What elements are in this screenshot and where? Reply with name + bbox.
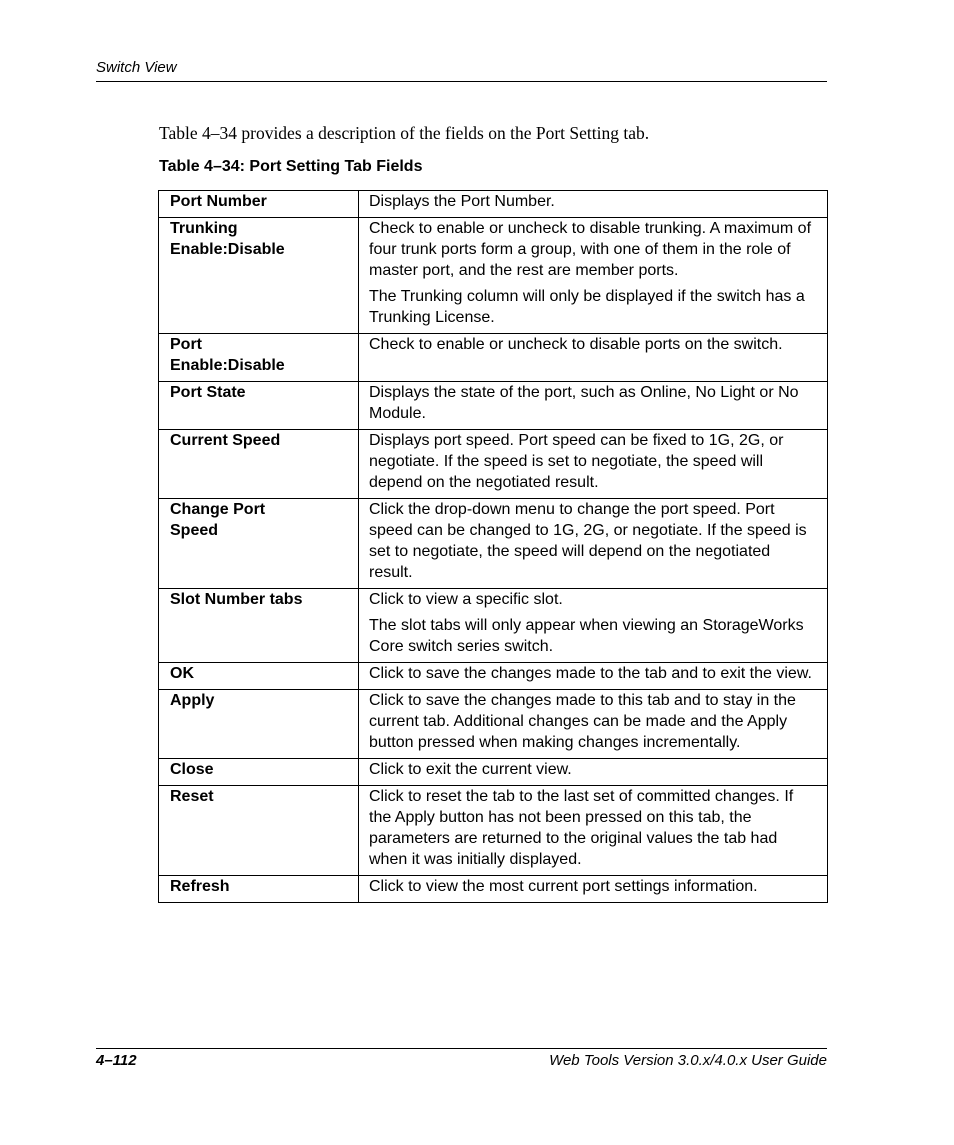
field-description-cell — [359, 876, 828, 903]
field-description-text: Click the drop-down menu to change the port speed. Port speed can be changed to 1G, 2G, or negotiate. If the speed is set to negotiate, the speed will depend on the negotiated result. — [369, 501, 807, 581]
field-description-text: Click to exit the current view. — [369, 761, 572, 778]
field-name-cell — [159, 876, 359, 903]
field-name: Apply — [170, 692, 215, 709]
field-description-cell — [359, 382, 828, 430]
field-description-cell — [359, 663, 828, 690]
table-row — [159, 430, 828, 499]
field-description-cell — [359, 499, 828, 589]
footer-rule — [96, 1048, 827, 1049]
field-description-text: The slot tabs will only appear when viewing an StorageWorks Core switch series switch. — [369, 617, 804, 655]
table-row — [159, 334, 828, 382]
field-description-text: Click to view the most current port settings information. — [369, 878, 758, 895]
field-name-line: Change Port — [170, 501, 266, 518]
table-row — [159, 382, 828, 430]
field-name-line: Port — [170, 336, 202, 353]
table-row — [159, 876, 828, 903]
field-name-cell — [159, 786, 359, 876]
document-title: Web Tools Version 3.0.x/4.0.x User Guide — [549, 1052, 827, 1069]
field-description-cell — [359, 690, 828, 759]
running-header: Switch View — [96, 59, 177, 76]
field-name-cell — [159, 690, 359, 759]
field-description-cell — [359, 218, 828, 334]
field-name-cell — [159, 589, 359, 663]
table-body — [159, 191, 828, 903]
field-description-cell — [359, 759, 828, 786]
field-name: OK — [170, 665, 194, 682]
field-name-line: Enable:Disable — [170, 241, 285, 258]
field-name: Port State — [170, 384, 246, 401]
field-name-line: Enable:Disable — [170, 357, 285, 374]
table-row — [159, 759, 828, 786]
field-description-text: The Trunking column will only be displayed if the switch has a Trunking License. — [369, 288, 805, 326]
table-row — [159, 663, 828, 690]
table-row — [159, 218, 828, 334]
intro-paragraph: Table 4–34 provides a description of the fields on the Port Setting tab. — [159, 123, 650, 143]
page-number: 4–112 — [96, 1052, 137, 1069]
field-description-cell — [359, 191, 828, 218]
field-description-text: Displays the state of the port, such as Online, No Light or No Module. — [369, 384, 799, 422]
table-row — [159, 589, 828, 663]
field-description-text: Click to view a specific slot. — [369, 591, 563, 608]
table-row — [159, 786, 828, 876]
field-name-cell — [159, 382, 359, 430]
field-description-cell — [359, 786, 828, 876]
field-name-cell — [159, 499, 359, 589]
header-rule — [96, 81, 827, 82]
field-description-text: Displays the Port Number. — [369, 193, 555, 210]
field-description-cell — [359, 589, 828, 663]
field-name: Current Speed — [170, 432, 281, 449]
field-name-cell — [159, 430, 359, 499]
field-description-text: Displays port speed. Port speed can be fixed to 1G, 2G, or negotiate. If the speed is set to negotiate, the speed will depend on the negotiated result. — [369, 432, 784, 491]
table-row — [159, 191, 828, 218]
port-setting-fields-table — [158, 190, 828, 903]
field-name: Refresh — [170, 878, 230, 895]
field-description-text: Click to save the changes made to the tab and to exit the view. — [369, 665, 812, 682]
field-description-text: Click to save the changes made to this tab and to stay in the current tab. Additional changes can be made and the Apply button pressed when making changes incrementally. — [369, 692, 796, 751]
field-name-cell — [159, 759, 359, 786]
field-name: Reset — [170, 788, 214, 805]
field-name-cell — [159, 191, 359, 218]
field-name-cell — [159, 334, 359, 382]
field-description-text: Check to enable or uncheck to disable ports on the switch. — [369, 336, 783, 353]
table-row — [159, 690, 828, 759]
field-name-cell — [159, 218, 359, 334]
field-name: Port Number — [170, 193, 267, 210]
field-name: Slot Number tabs — [170, 591, 303, 608]
field-name: Close — [170, 761, 214, 778]
field-description-text: Click to reset the tab to the last set of committed changes. If the Apply button has not been pressed on this tab, the parameters are returned to the original values the tab had when it was initially displayed. — [369, 788, 794, 868]
field-description-text: Check to enable or uncheck to disable trunking. A maximum of four trunk ports form a group, with one of them in the role of master port, and the rest are member ports. — [369, 220, 812, 279]
field-name-cell — [159, 663, 359, 690]
field-description-cell — [359, 334, 828, 382]
field-name-line: Speed — [170, 522, 219, 539]
field-name-line: Trunking — [170, 220, 238, 237]
table-caption: Table 4–34: Port Setting Tab Fields — [159, 158, 423, 175]
table-row — [159, 499, 828, 589]
field-description-cell — [359, 430, 828, 499]
